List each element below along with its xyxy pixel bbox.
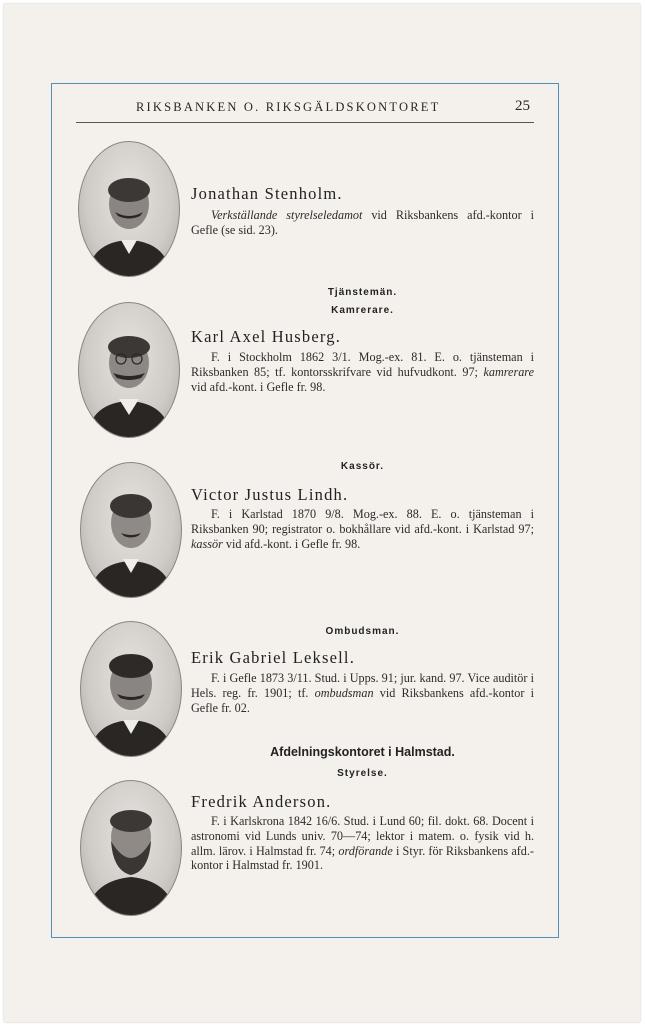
running-head-title: RIKSBANKEN O. RIKSGÄLDSKONTORET xyxy=(136,100,441,114)
bio-anderson-a: F. i Karlskrona 1842 16/6. Stud. i Lund 60; fil. dokt. 68. Docent i astronomi vid Lunds univ. 70—74; lektor i matem. o. fysik vid h. allm. lärov. i Halmstad fr. 74; xyxy=(191,814,534,858)
bio-lindh-role: kassör xyxy=(191,536,223,551)
bio-husberg-rest: vid afd.-kont. i Gefle fr. 98. xyxy=(191,379,326,394)
entry-bio-anderson xyxy=(191,814,534,873)
entry-bio-stenholm xyxy=(191,208,534,238)
portrait-anderson xyxy=(80,780,182,916)
entry-name-husberg: Karl Axel Husberg. xyxy=(191,327,342,346)
portrait-lindh xyxy=(80,462,182,598)
portrait-stenholm xyxy=(78,141,180,277)
entry-bio-husberg xyxy=(191,350,534,394)
bio-husberg-role: kamrerare xyxy=(483,364,534,379)
entry-bio-leksell xyxy=(191,671,534,715)
running-head xyxy=(76,100,534,123)
bio-leksell-a: F. i Gefle 1873 3/11. Stud. i Upps. 91; jur. kand. 97. Vice auditör i Hels. reg. fr. 1901; tf. xyxy=(191,671,534,700)
bio-lindh-a: F. i Karlstad 1870 9/8. Mog.-ex. 88. E. o. tjänsteman i Riksbanken 90; registrator o. bokhållare vid afd.-kont. i Karlstad 97; xyxy=(191,507,534,536)
bio-lindh-rest: vid afd.-kont. i Gefle fr. 98. xyxy=(222,536,361,551)
section-tjanstemän: Tjänstemän. xyxy=(327,287,398,298)
portrait-leksell xyxy=(80,621,182,757)
bio-stenholm-rest: vid Riksbankens afd.-kontor i Gefle (se sid. 23). xyxy=(191,208,534,237)
entry-name-anderson: Fredrik Anderson. xyxy=(191,792,332,811)
entry-name-stenholm: Jonathan Stenholm. xyxy=(191,184,343,203)
bio-leksell-role: ombudsman xyxy=(314,685,374,700)
section-ombudsman: Ombudsman. xyxy=(325,626,400,637)
page-number: 25 xyxy=(515,98,530,114)
portrait-husberg xyxy=(78,302,180,438)
section-styrelse: Styrelse. xyxy=(337,768,388,779)
section-kassor: Kassör. xyxy=(340,461,385,472)
bio-anderson-role: ordförande xyxy=(338,843,393,858)
bio-husberg-a: F. i Stockholm 1862 3/1. Mog.-ex. 81. E. o. tjänsteman i Riksbanken 85; tf. kontorsskrifvare vid hufvudkont. 97; xyxy=(191,350,534,379)
entry-name-lindh: Victor Justus Lindh. xyxy=(191,485,349,504)
entry-name-leksell: Erik Gabriel Leksell. xyxy=(191,648,356,667)
section-kamrerare: Kamrerare. xyxy=(331,305,394,316)
bio-stenholm-role: Verkställande styrelseledamot xyxy=(211,208,363,222)
entry-bio-lindh xyxy=(191,507,534,551)
bio-leksell-rest: vid Riksbankens afd.-kontor i Gefle fr. 02. xyxy=(191,685,534,715)
bio-anderson-rest: i Styr. för Riksbankens afd.-kontor i Halmstad fr. 1901. xyxy=(191,843,534,873)
office-heading: Afdelningskontoret i Halmstad. xyxy=(270,745,455,759)
